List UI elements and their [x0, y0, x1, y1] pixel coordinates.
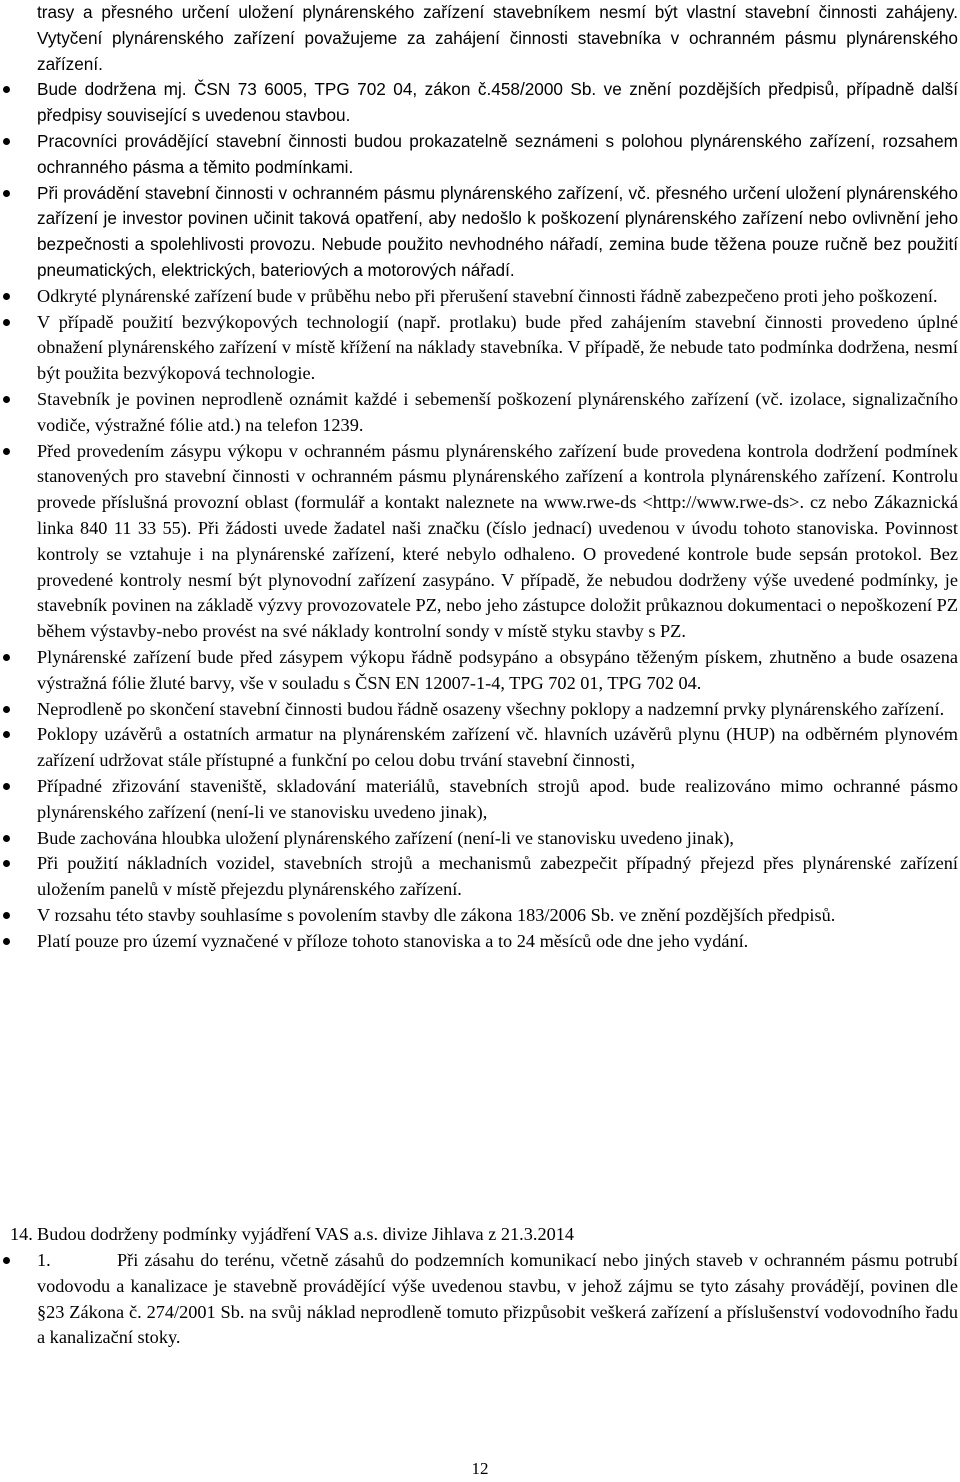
list-item [0, 1248, 960, 1351]
section-number: 14. [10, 1224, 33, 1244]
bullet-icon [3, 319, 10, 326]
list-item [0, 439, 960, 645]
section-14-heading [10, 1222, 950, 1248]
list-item [0, 903, 960, 929]
bullet-icon [3, 783, 10, 790]
bullet-icon [3, 86, 10, 93]
item-text: V případě použití bezvýkopových technologií (např. protlaku) bude před zahájením stavební činnosti provedeno úplné obnažení plynárenského zařízení v místě křížení na náklady stavebníka. V případě, že nebude tato podmínka dodržena, nesmí být použita bezvýkopová technologie. [37, 311, 958, 384]
item-text: trasy a přesného určení uložení plynárenského zařízení stavebníkem nesmí být vlastní stavební činnosti zahájeny. Vytyčení plynárenského zařízení považujeme za zahájení činnosti stavebníka v ochranném pásmu plynárenského zařízení. [37, 2, 958, 74]
section-14-list [0, 1248, 960, 1351]
item-text: Případné zřizování staveniště, skladování materiálů, stavebních strojů apod. bude realizováno mimo ochranné pásmo plynárenského zařízení (není-li ve stanovisku uvedeno jinak), [37, 775, 958, 822]
item-text: Bude dodržena mj. ČSN 73 6005, TPG 702 04, zákon č.458/2000 Sb. ve znění pozdějších předpisů, případně další předpisy související s uvedenou stavbou. [37, 79, 958, 126]
list-item [0, 826, 960, 852]
list-item [0, 929, 960, 955]
item-text: Stavebník je povinen neprodleně oznámit každé i sebemenší poškození plynárenského zařízení (vč. izolace, signalizačního vodiče, výstražné fólie atd.) na telefon 1239. [37, 388, 958, 435]
bullet-icon [3, 860, 10, 867]
list-item [0, 310, 960, 387]
bullet-icon [3, 1257, 10, 1264]
list-item [0, 774, 960, 826]
bullet-icon [3, 654, 10, 661]
list-item [0, 387, 960, 439]
section-title: Budou dodrženy podmínky vyjádření VAS a.s. divize Jihlava z 21.3.2014 [37, 1224, 575, 1244]
item-text: Před provedením zásypu výkopu v ochranném pásmu plynárenského zařízení bude provedena kontrola dodržení podmínek stanovených pro stavební činnosti v ochranném pásmu plynárenského zařízení a kontrola plynárenského zařízení. Kontrolu provede příslušná provozní oblast (formulář a kontakt naleznete na www.rwe-ds <http://www.rwe-ds>. cz nebo Zákaznická linka 840 11 33 55). Při žádosti uvede žadatel naši značku (číslo jednací) uvedenou v úvodu tohoto stanoviska. Povinnost kontroly se vztahuje i na plynárenské zařízení, které nebylo odhaleno. O provedené kontrole bude sepsán protokol. Bez provedené kontroly nesmí být plynovodní zařízení zasypáno. V případě, že nebudou dodrženy výše uvedené podmínky, je stavebník povinen na základě výzvy provozovatele PZ, nebo jeho zástupce doložit průkaznou dokumentaci o nepoškození PZ během výstavby-nebo provést na své náklady kontrolní sondy v místě styku stavby s PZ. [37, 440, 958, 642]
bullet-icon [3, 190, 10, 197]
list-item [0, 181, 960, 284]
item-text: Bude zachována hloubka uložení plynárenského zařízení (není-li ve stanovisku uvedeno jinak), [37, 827, 734, 848]
list-item [0, 77, 960, 129]
bullet-icon [3, 396, 10, 403]
list-item [0, 851, 960, 903]
bullet-icon [3, 706, 10, 713]
bullet-icon [3, 448, 10, 455]
bullet-icon [3, 938, 10, 945]
item-text: Při provádění stavební činnosti v ochranném pásmu plynárenského zařízení, vč. přesného určení uložení plynárenského zařízení je investor povinen učinit taková opatření, aby nedošlo k poškození plynárenského zařízení nebo ovlivnění jeho bezpečnosti a spolehlivosti provozu. Nebude použito nevhodného nářadí, zemina bude těžena pouze ručně bez použití pneumatických, elektrických, bateriových a motorových nářadí. [37, 182, 958, 280]
subitem-number: 1. [37, 1250, 51, 1270]
item-text: Neprodleně po skončení stavební činnosti budou řádně osazeny všechny poklopy a nadzemní prvky plynárenského zařízení. [37, 698, 945, 719]
list-item [0, 0, 960, 77]
item-text: Při zásahu do terénu, včetně zásahů do podzemních komunikací nebo jiných staveb v ochranném pásmu potrubí vodovodu a kanalizace je stavebně provádějící výše uvedenou stavbu, v jehož zájmu se tyto zásahy provádějí, povinen dle §23 Zákona č. 274/2001 Sb. na svůj náklad neprodleně tomuto přizpůsobit veškerá zařízení a příslušenství vodovodního řadu a kanalizační stoky. [37, 1250, 958, 1348]
item-text: V rozsahu této stavby souhlasíme s povolením stavby dle zákona 183/2006 Sb. ve znění pozdějších předpisů. [37, 904, 836, 925]
page-number: 12 [471, 1459, 489, 1478]
list-item [0, 722, 960, 774]
item-text: Odkryté plynárenské zařízení bude v průběhu nebo při přerušení stavební činnosti řádně zabezpečeno proti jeho poškození. [37, 285, 938, 306]
item-text: Platí pouze pro území vyznačené v příloze tohoto stanoviska a to 24 měsíců ode dne jeho vydání. [37, 930, 749, 951]
list-item [0, 129, 960, 181]
list-item [0, 697, 960, 723]
bullet-icon [3, 138, 10, 145]
bullet-icon [3, 912, 10, 919]
item-text: Plynárenské zařízení bude před zásypem výkopu řádně podsypáno a obsypáno těženým pískem, zhutněno a bude osazena výstražná fólie žluté barvy, vše v souladu s ČSN EN 12007-1-4, TPG 702 01, TPG 702 04. [37, 646, 958, 693]
bullet-icon [3, 293, 10, 300]
list-item [0, 284, 960, 310]
list-item [0, 645, 960, 697]
item-text: Poklopy uzávěrů a ostatních armatur na plynárenském zařízení vč. hlavních uzávěrů plynu (HUP) na odběrném plynovém zařízení udržovat stále přístupné a funkční po celou dobu trvání stavební činnosti, [37, 724, 958, 771]
bullet-icon [3, 731, 10, 738]
item-text: Při použití nákladních vozidel, stavebních strojů a mechanismů zabezpečit případný přejezd přes plynárenské zařízení uložením panelů v místě přejezdu plynárenského zařízení. [37, 853, 958, 900]
bullet-icon [3, 835, 10, 842]
item-text: Pracovníci provádějící stavební činnosti budou prokazatelně seznámeni s polohou plynárenského zařízení, rozsahem ochranného pásma a těmito podmínkami. [37, 130, 958, 177]
